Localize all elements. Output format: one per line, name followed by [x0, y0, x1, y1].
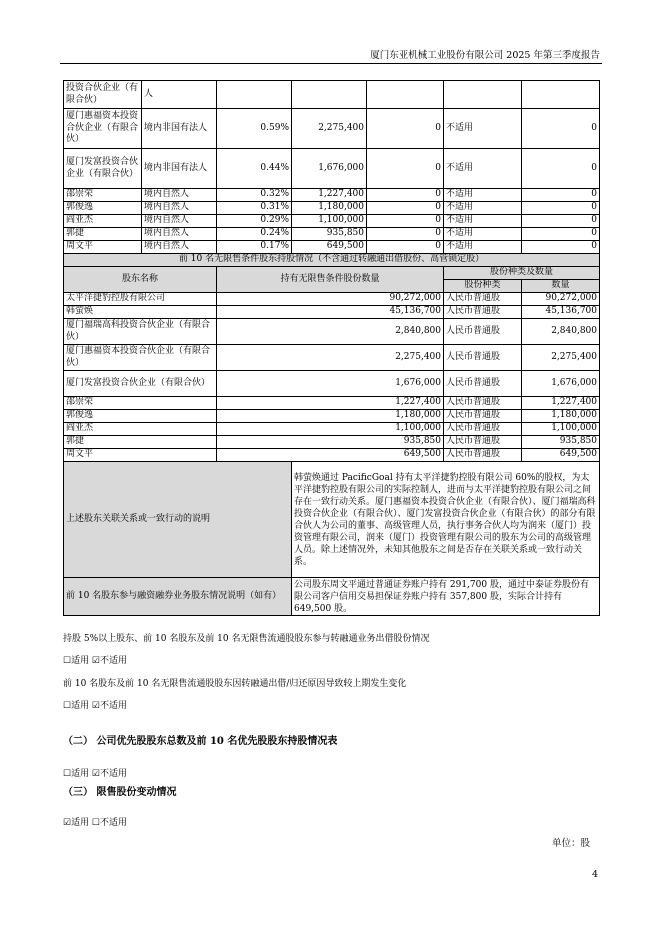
share-amount: 1,180,000 [522, 410, 600, 423]
share-type: 人民币普通股 [444, 306, 522, 319]
shareholder-name: 邵崇荣 [64, 397, 217, 410]
pledge-status: 不适用 [444, 189, 522, 202]
shareholder-nature: 人 [142, 81, 217, 109]
table-row [64, 81, 600, 109]
table-row [64, 371, 600, 397]
holding-pct: 0.17% [217, 241, 292, 254]
share-amount: 2,275,400 [522, 345, 600, 371]
pledge-qty: 0 [522, 215, 600, 228]
shareholder-name: 邵崇荣 [64, 189, 142, 202]
restricted-shares: 0 [367, 189, 444, 202]
col-header-name: 股东名称 [64, 267, 217, 293]
shareholder-name: 周文平 [64, 449, 217, 462]
unrestricted-header [64, 254, 600, 293]
share-type: 人民币普通股 [444, 436, 522, 449]
pledge-qty [522, 81, 600, 109]
shareholder-name: 郭捷 [64, 228, 142, 241]
col-header-share-type: 股份种类 [444, 280, 522, 293]
shareholder-name: 厦门福瑞高科投资合伙企业（有限合伙） [64, 319, 217, 345]
unit-label: 单位：股 [551, 838, 590, 849]
restricted-shares [367, 81, 444, 109]
unrestricted-rows-body [64, 293, 600, 462]
lending-options: ☐适用 ☑不适用 [63, 656, 127, 666]
relation-label: 上述股东关联关系或一致行动的说明 [64, 462, 292, 578]
unrestricted-qty: 45,136,700 [217, 306, 444, 319]
share-amount: 2,840,800 [522, 319, 600, 345]
share-amount: 935,850 [522, 436, 600, 449]
table-row [64, 109, 600, 149]
unrestricted-section-title: 前 10 名无限售条件股东持股情况（不含通过转融通出借股份、高管锁定股） [64, 254, 600, 267]
col-header-amount: 数量 [522, 280, 600, 293]
shareholder-name: 郭俊逸 [64, 202, 142, 215]
top-shareholders-body [64, 81, 600, 254]
shareholder-name: 厦门发富投资合伙企业（有限合伙） [64, 371, 217, 397]
unrestricted-qty: 1,100,000 [217, 423, 444, 436]
share-amount: 1,100,000 [522, 423, 600, 436]
unrestricted-qty: 1,227,400 [217, 397, 444, 410]
section2-title: （二） 公司优先股股东总数及前 10 名优先股股东持股情况表 [63, 736, 338, 747]
share-amount: 45,136,700 [522, 306, 600, 319]
shareholder-name: 阎亚杰 [64, 215, 142, 228]
pledge-qty: 0 [522, 149, 600, 189]
share-type: 人民币普通股 [444, 345, 522, 371]
holding-shares: 935,850 [292, 228, 367, 241]
pledge-status [444, 81, 522, 109]
table-row [64, 397, 600, 410]
share-amount: 1,227,400 [522, 397, 600, 410]
section3-title: （三） 限售股份变动情况 [63, 787, 177, 798]
holding-pct: 0.44% [217, 149, 292, 189]
pledge-status: 不适用 [444, 202, 522, 215]
pledge-qty: 0 [522, 202, 600, 215]
table-row [64, 202, 600, 215]
table-row [64, 293, 600, 306]
holding-shares: 1,676,000 [292, 149, 367, 189]
shareholder-name: 投资合伙企业（有限合伙） [64, 81, 142, 109]
holding-pct [217, 81, 292, 109]
share-type: 人民币普通股 [444, 397, 522, 410]
header-divider [60, 63, 602, 64]
pledge-status: 不适用 [444, 241, 522, 254]
unrestricted-qty: 90,272,000 [217, 293, 444, 306]
pledge-qty: 0 [522, 228, 600, 241]
restricted-shares: 0 [367, 149, 444, 189]
pledge-qty: 0 [522, 109, 600, 149]
holding-shares [292, 81, 367, 109]
table-row [64, 228, 600, 241]
shareholder-name: 郭捷 [64, 436, 217, 449]
section3-options: ☑适用 ☐不适用 [63, 818, 127, 828]
share-type: 人民币普通股 [444, 449, 522, 462]
shareholder-nature: 境内自然人 [142, 189, 217, 202]
shareholder-nature: 境内非国有法人 [142, 109, 217, 149]
table-row [64, 306, 600, 319]
share-type: 人民币普通股 [444, 319, 522, 345]
unrestricted-qty: 1,676,000 [217, 371, 444, 397]
unrestricted-qty: 2,275,400 [217, 345, 444, 371]
table-row [64, 410, 600, 423]
shareholder-name: 厦门惠福资本投资合伙企业（有限合伙） [64, 109, 142, 149]
share-amount: 649,500 [522, 449, 600, 462]
shareholder-nature: 境内自然人 [142, 202, 217, 215]
shareholder-name: 太平洋捷豹控股有限公司 [64, 293, 217, 306]
explanations-body [64, 462, 600, 616]
restricted-shares: 0 [367, 215, 444, 228]
shareholder-name: 厦门发富投资合伙企业（有限合伙） [64, 149, 142, 189]
pledge-status: 不适用 [444, 149, 522, 189]
holding-pct: 0.59% [217, 109, 292, 149]
lending-title: 持股 5%以上股东、前 10 名股东及前 10 名无限售流通股股东参与转融通业务出借股份情况 [63, 634, 430, 644]
holding-shares: 1,180,000 [292, 202, 367, 215]
share-amount: 90,272,000 [522, 293, 600, 306]
unrestricted-qty: 935,850 [217, 436, 444, 449]
shareholder-nature: 境内自然人 [142, 228, 217, 241]
shareholder-name: 周文平 [64, 241, 142, 254]
pledge-status: 不适用 [444, 215, 522, 228]
shareholder-table [63, 80, 600, 616]
table-row [64, 423, 600, 436]
unrestricted-qty: 649,500 [217, 449, 444, 462]
shareholder-name: 郭俊逸 [64, 410, 217, 423]
shareholder-nature: 境内非国有法人 [142, 149, 217, 189]
pledge-qty: 0 [522, 189, 600, 202]
share-amount: 1,676,000 [522, 371, 600, 397]
restricted-shares: 0 [367, 109, 444, 149]
shareholder-nature: 境内自然人 [142, 215, 217, 228]
change-options: ☐适用 ☑不适用 [63, 701, 127, 711]
table-row [64, 215, 600, 228]
report-header-title: 厦门东亚机械工业股份有限公司 2025 年第三季度报告 [370, 50, 600, 61]
holding-shares: 2,275,400 [292, 109, 367, 149]
margin-label: 前 10 名股东参与融资融券业务股东情况说明（如有） [64, 578, 292, 616]
holding-shares: 1,100,000 [292, 215, 367, 228]
relation-text: 韩萤焕通过 PacificGoal 持有太平洋捷豹控股有限公司 60%的股权，为太平洋捷豹控股有限公司的实际控制人，进而与太平洋捷豹控股有限公司之间存在一致行动关系。厦门惠福资本投资合伙企业（有限合伙）、厦门福瑞高科投资合伙企业（有限合伙）、厦门发富投资合伙企业（有限合伙）的部分有限合伙人为公司的董事、高级管理人员，执行事务合伙人均为润来（厦门）投资管理有限公司，润来（厦门）投资管理有限公司的股东为公司的高级管理人员。除上述情况外，未知其他股东之间是否存在关联关系或一致行动关系。 [292, 462, 600, 578]
share-type: 人民币普通股 [444, 423, 522, 436]
holding-shares: 1,227,400 [292, 189, 367, 202]
change-title: 前 10 名股东及前 10 名无限售流通股股东因转融通出借/归还原因导致较上期发生变化 [63, 679, 407, 689]
shareholder-nature: 境内自然人 [142, 241, 217, 254]
table-row [64, 436, 600, 449]
section2-options: ☐适用 ☑不适用 [63, 769, 127, 779]
holding-pct: 0.24% [217, 228, 292, 241]
table-row [64, 345, 600, 371]
holding-pct: 0.32% [217, 189, 292, 202]
restricted-shares: 0 [367, 228, 444, 241]
share-type: 人民币普通股 [444, 371, 522, 397]
margin-text: 公司股东周文平通过普通证券账户持有 291,700 股，通过中泰证券股份有限公司客户信用交易担保证券账户持有 357,800 股，实际合计持有 649,500 股。 [292, 578, 600, 616]
holding-pct: 0.29% [217, 215, 292, 228]
pledge-status: 不适用 [444, 109, 522, 149]
shareholder-name: 阎亚杰 [64, 423, 217, 436]
shareholder-name: 韩萤焕 [64, 306, 217, 319]
unrestricted-qty: 2,840,800 [217, 319, 444, 345]
col-header-unrestricted-qty: 持有无限售条件股份数量 [217, 267, 444, 293]
shareholder-name: 厦门惠福资本投资合伙企业（有限合伙） [64, 345, 217, 371]
table-row [64, 189, 600, 202]
table-row [64, 319, 600, 345]
holding-pct: 0.31% [217, 202, 292, 215]
unrestricted-qty: 1,180,000 [217, 410, 444, 423]
share-type: 人民币普通股 [444, 293, 522, 306]
restricted-shares: 0 [367, 202, 444, 215]
page-number: 4 [591, 869, 598, 880]
share-type: 人民币普通股 [444, 410, 522, 423]
pledge-qty: 0 [522, 241, 600, 254]
col-header-type-group: 股份种类及数量 [444, 267, 600, 280]
holding-shares: 649,500 [292, 241, 367, 254]
table-row [64, 241, 600, 254]
restricted-shares: 0 [367, 241, 444, 254]
table-row [64, 449, 600, 462]
pledge-status: 不适用 [444, 228, 522, 241]
table-row [64, 149, 600, 189]
